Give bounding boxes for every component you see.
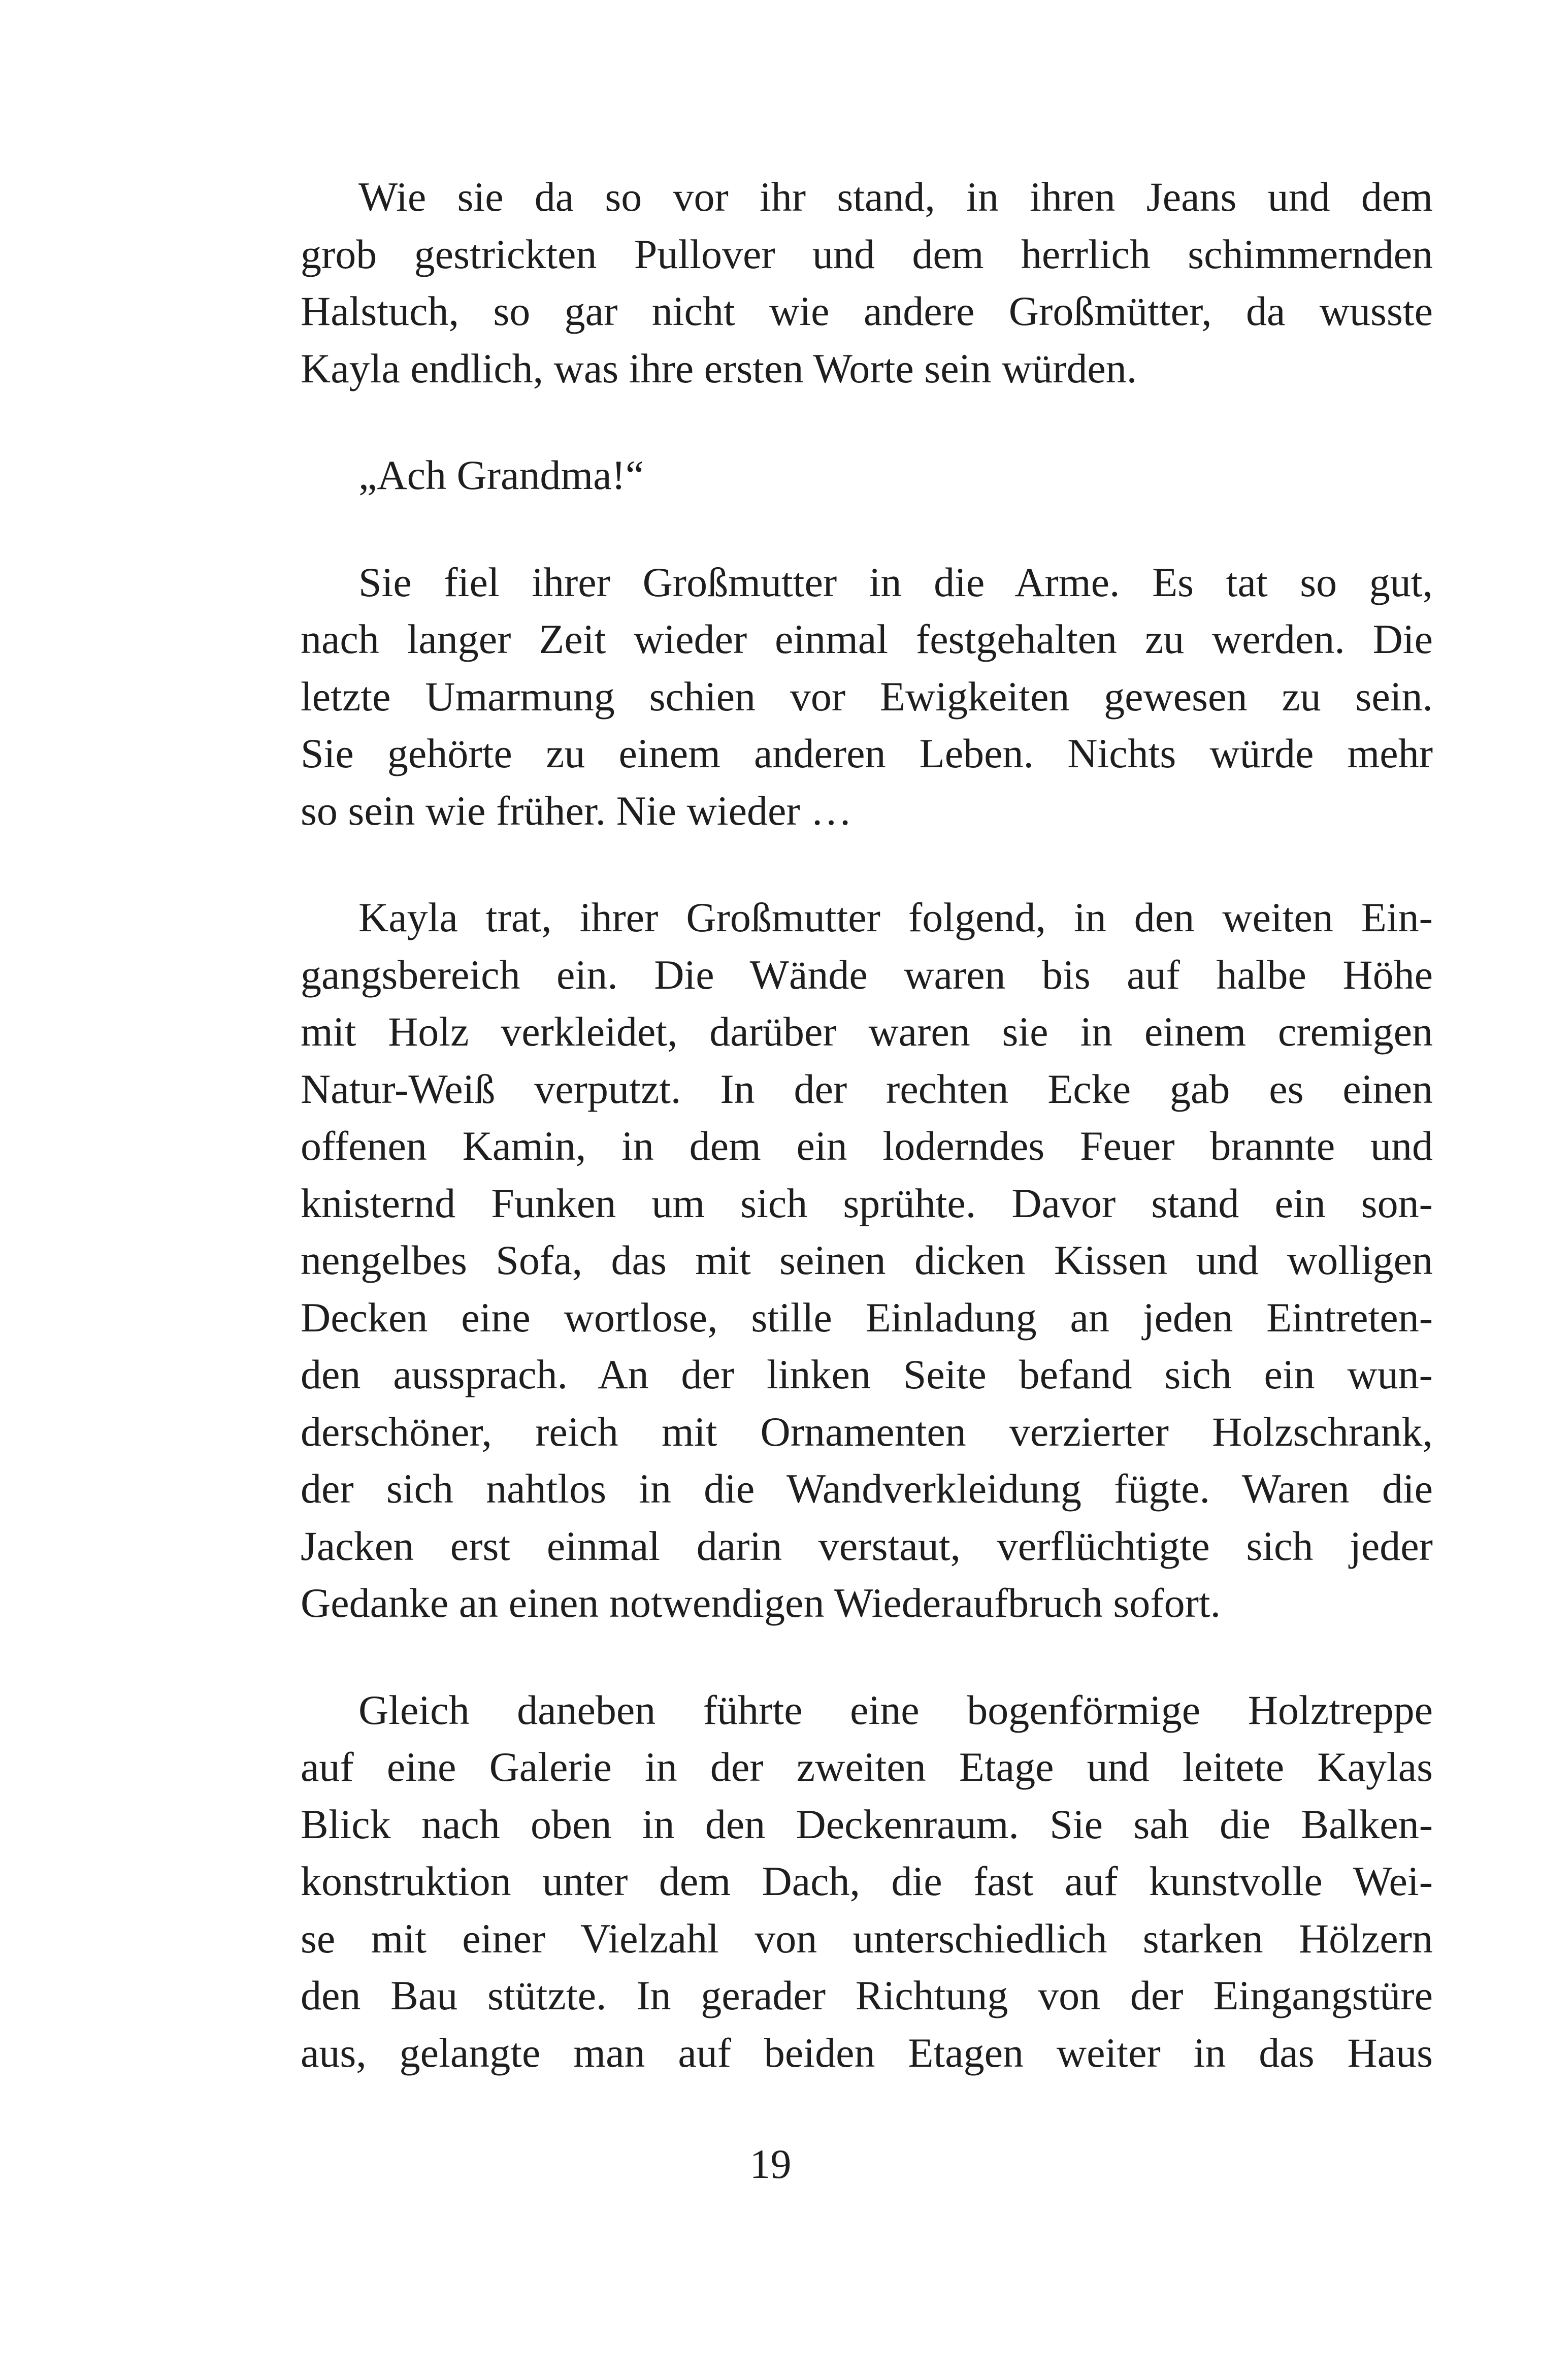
text-line: nengelbes Sofa, das mit seinen dicken Kissen und wolligen (301, 1237, 1433, 1283)
text-line: Sie gehörte zu einem anderen Leben. Nichts würde mehr (301, 730, 1433, 776)
text-line: knisternd Funken um sich sprühte. Davor stand ein son- (301, 1180, 1433, 1226)
text-line: Sie fiel ihrer Großmutter in die Arme. Es tat so gut, (358, 559, 1433, 605)
text-line: gangsbereich ein. Die Wände waren bis auf halbe Höhe (301, 951, 1433, 998)
text-line: letzte Umarmung schien vor Ewigkeiten gewesen zu sein. (301, 673, 1433, 720)
text-line: auf eine Galerie in der zweiten Etage und leitete Kaylas (301, 1744, 1433, 1790)
text-line: Gedanke an einen notwendigen Wiederaufbruch sofort. (301, 1580, 1221, 1626)
text-line: den Bau stützte. In gerader Richtung von der Eingangstüre (301, 1972, 1433, 2018)
paragraph (301, 169, 1433, 397)
text-line: Halstuch, so gar nicht wie andere Großmütter, da wusste (301, 288, 1433, 334)
text-line: nach langer Zeit wieder einmal festgehalten zu werden. Die (301, 616, 1433, 662)
text-line: Blick nach oben in den Deckenraum. Sie sah die Balken- (301, 1801, 1433, 1847)
paragraph (301, 1682, 1433, 2082)
text-line: Decken eine wortlose, stille Einladung an jeden Eintreten- (301, 1294, 1433, 1341)
paragraph (301, 889, 1433, 1632)
text-line: Wie sie da so vor ihr stand, in ihren Jeans und dem (358, 174, 1433, 220)
text-line: grob gestrickten Pullover und dem herrlich schimmernden (301, 231, 1433, 277)
paragraph (301, 554, 1433, 840)
text-line: Kayla endlich, was ihre ersten Worte sein würden. (301, 345, 1137, 392)
text-line: so sein wie früher. Nie wieder … (301, 787, 853, 834)
text-line: mit Holz verkleidet, darüber waren sie in einem cremigen (301, 1008, 1433, 1055)
text-line: derschöner, reich mit Ornamenten verzierter Holzschrank, (301, 1408, 1433, 1455)
paragraph (301, 447, 1433, 504)
text-line: Kayla trat, ihrer Großmutter folgend, in den weiten Ein- (358, 894, 1433, 940)
text-line: „Ach Grandma!“ (358, 452, 644, 498)
text-line: offenen Kamin, in dem ein loderndes Feuer brannte und (301, 1123, 1433, 1169)
body-text (301, 169, 1433, 2131)
text-line: Natur-Weiß verputzt. In der rechten Ecke gab es einen (301, 1065, 1433, 1112)
text-line: Gleich daneben führte eine bogenförmige Holztreppe (358, 1686, 1433, 1733)
text-line: aus, gelangte man auf beiden Etagen weiter in das Haus (301, 2029, 1433, 2076)
text-line: den aussprach. An der linken Seite befand sich ein wun- (301, 1351, 1433, 1397)
text-line: se mit einer Vielzahl von unterschiedlich starken Hölzern (301, 1915, 1433, 1962)
text-line: Jacken erst einmal darin verstaut, verflüchtigte sich jeder (301, 1522, 1433, 1569)
text-line: konstruktion unter dem Dach, die fast auf kunstvolle Wei- (301, 1858, 1433, 1904)
page-number: 19 (749, 2141, 792, 2187)
text-line: der sich nahtlos in die Wandverkleidung fügte. Waren die (301, 1465, 1433, 1512)
